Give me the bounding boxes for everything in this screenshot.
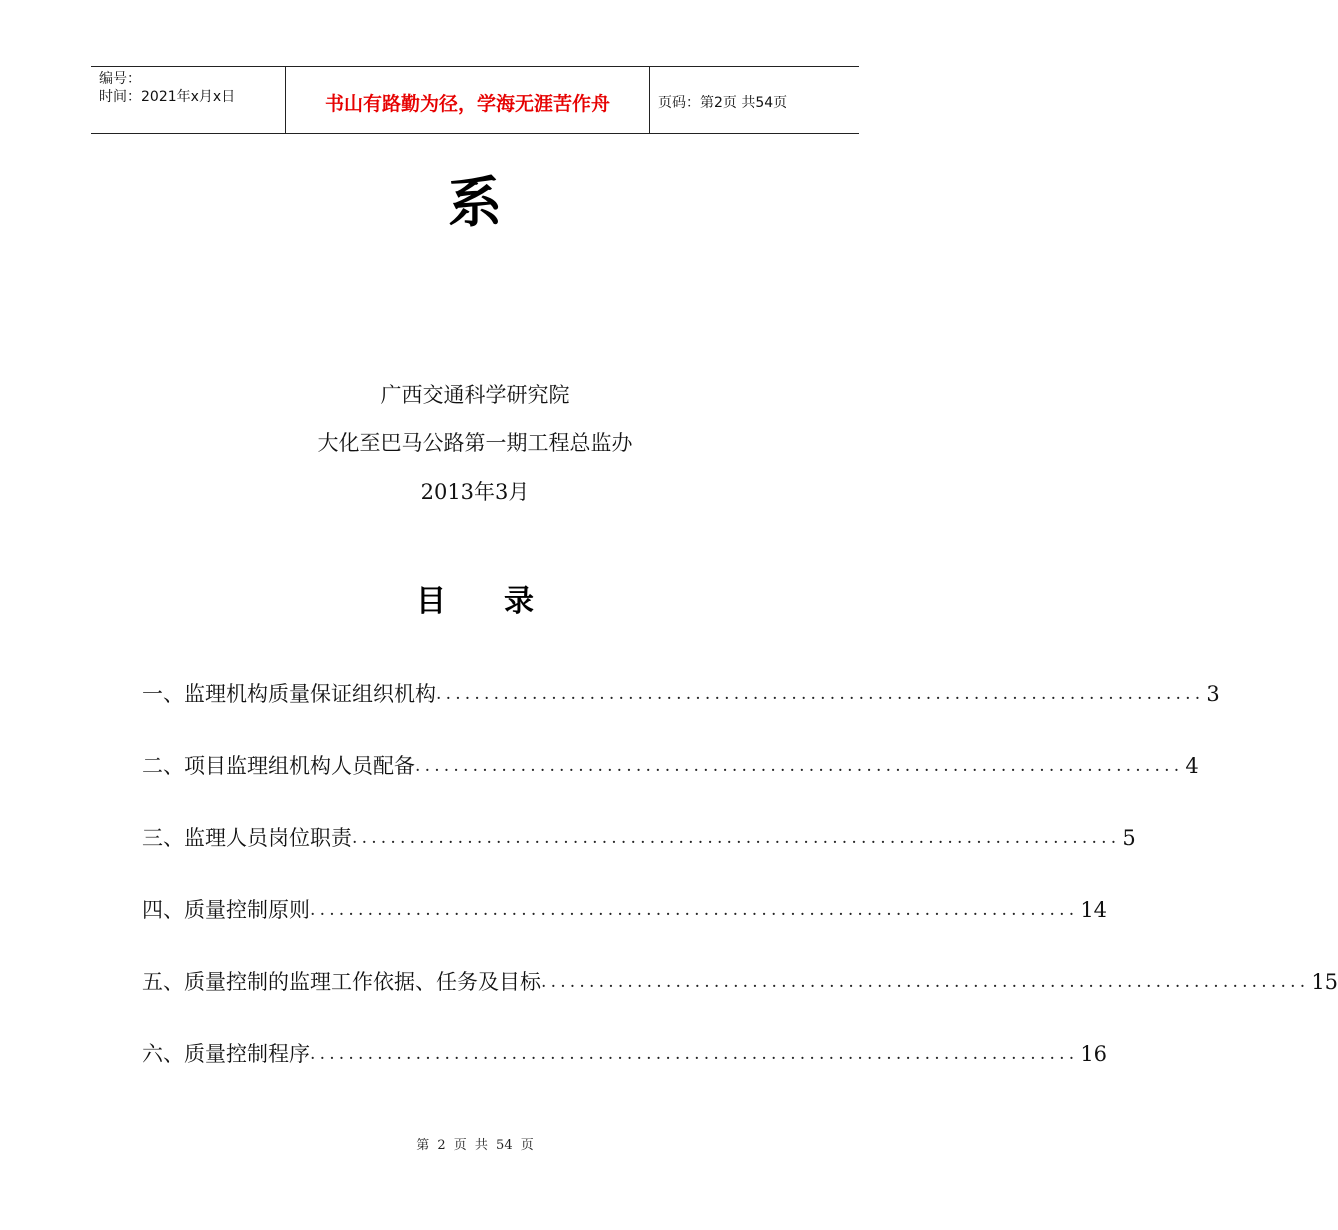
header-meta-cell	[91, 67, 286, 133]
toc-entry[interactable]	[142, 1036, 1108, 1072]
page-header	[91, 66, 859, 134]
toc-entry[interactable]	[142, 964, 1338, 1000]
toc-leader-dots: ................................................................................	[310, 900, 1079, 920]
organization-name: 广西交通科学研究院	[380, 383, 570, 407]
toc-entry-label: 五、质量控制的监理工作依据、任务及目标	[142, 964, 541, 1000]
page-footer: 第 2 页 共 54 页	[416, 1138, 534, 1153]
project-office-name: 大化至巴马公路第一期工程总监办	[317, 431, 633, 455]
document-date: 2013年3月	[420, 480, 530, 504]
toc-entry-label: 六、质量控制程序	[142, 1036, 310, 1072]
header-motto: 书山有路勤为径，学海无涯苦作舟	[286, 67, 650, 133]
title-character: 系	[448, 171, 502, 234]
toc-entry-page: 3	[1204, 676, 1219, 712]
toc-entry[interactable]	[142, 820, 1136, 856]
table-of-contents	[142, 676, 1338, 1108]
toc-entry-page: 14	[1078, 892, 1107, 928]
toc-entry[interactable]	[142, 676, 1220, 712]
toc-leader-dots: ................................................................................	[541, 972, 1310, 992]
toc-entry[interactable]	[142, 892, 1108, 928]
toc-entry-label: 一、监理机构质量保证组织机构	[142, 676, 436, 712]
header-page-info: 页码：第2页 共54页	[658, 95, 788, 111]
toc-heading-part1: 目	[416, 584, 446, 619]
toc-entry-label: 三、监理人员岗位职责	[142, 820, 352, 856]
toc-heading	[0, 580, 950, 624]
toc-entry-page: 5	[1120, 820, 1135, 856]
toc-leader-dots: ................................................................................	[310, 1044, 1079, 1064]
toc-leader-dots: ................................................................................	[352, 828, 1121, 848]
toc-entry-label: 二、项目监理组机构人员配备	[142, 748, 415, 784]
header-time-label: 时间：2021年x月x日	[99, 89, 236, 105]
header-number-label: 编号：	[99, 71, 141, 87]
toc-entry-page: 15	[1309, 964, 1338, 1000]
toc-heading-part2: 录	[504, 584, 534, 619]
toc-entry-page: 16	[1078, 1036, 1107, 1072]
toc-entry[interactable]	[142, 748, 1199, 784]
toc-leader-dots: ................................................................................	[436, 684, 1205, 704]
toc-leader-dots: ................................................................................	[415, 756, 1184, 776]
toc-entry-label: 四、质量控制原则	[142, 892, 310, 928]
toc-entry-page: 4	[1183, 748, 1198, 784]
